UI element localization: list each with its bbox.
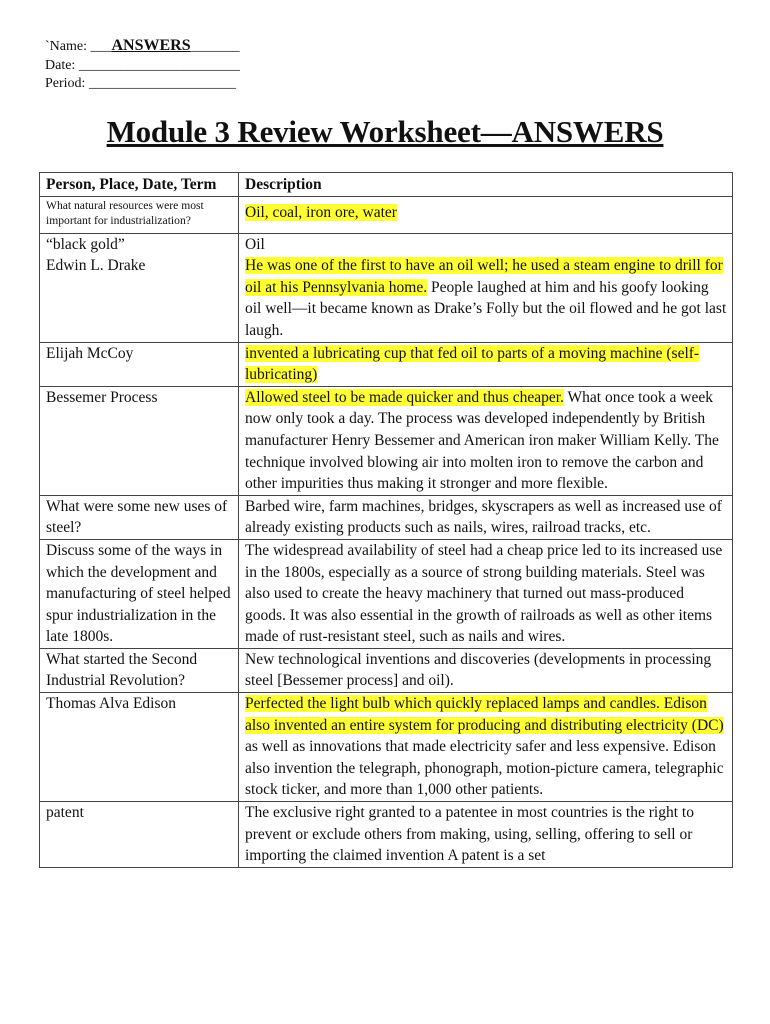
name-trail: _______ xyxy=(190,39,240,54)
column-header-description: Description xyxy=(239,173,733,197)
name-line xyxy=(45,37,240,57)
description-cell xyxy=(239,495,733,539)
highlighted-answer: He was one of the first to have an oil well; he used a steam engine to drill for oil at his Pennsylvania home. xyxy=(245,257,723,296)
table-row xyxy=(40,196,733,233)
term-cell: patent xyxy=(40,802,239,868)
period-line: Period: _____________________ xyxy=(45,76,236,91)
answer-text: What once took a week now only took a day. The process was developed independently by British manufacturer Henry Bessemer and American iron maker William Kelly. The technique involved blowing air into molten iron to remove the carbon and other impurities thus making it stronger and more flexible. xyxy=(245,388,719,493)
description-cell xyxy=(239,802,733,868)
table-row xyxy=(40,495,733,539)
term-cell: Edwin L. Drake xyxy=(40,255,239,342)
answer-text: as well as innovations that made electricity safer and less expensive. Edison also invention the telegraph, phonograph, motion-picture camera, telegraphic stock ticker, and more than 1,000 other patients. xyxy=(245,738,724,799)
review-table xyxy=(39,172,733,868)
student-info-header xyxy=(45,37,240,94)
name-value: ANSWERS xyxy=(111,37,191,54)
answer-text: The exclusive right granted to a patentee in most countries is the right to prevent or exclude others from making, using, selling, offering to sell or importing the claimed invention A patent is a set xyxy=(245,804,694,865)
term-cell: What started the Second Industrial Revolution? xyxy=(40,648,239,692)
description-cell xyxy=(239,342,733,386)
term-cell: Discuss some of the ways in which the development and manufacturing of steel helped spur industrialization in the late 1800s. xyxy=(40,539,239,648)
date-line: Date: _______________________ xyxy=(45,57,240,73)
table-row xyxy=(40,539,733,648)
description-cell xyxy=(239,196,733,233)
description-cell xyxy=(239,693,733,802)
table-row xyxy=(40,386,733,495)
description-cell xyxy=(239,386,733,495)
answer-text: Oil xyxy=(245,235,265,253)
term-cell: Bessemer Process xyxy=(40,386,239,495)
answer-text: People laughed at him and his goofy looking oil well—it became known as Drake’s Folly but the oil flowed and he got last laugh. xyxy=(245,278,727,339)
term-cell: What were some new uses of steel? xyxy=(40,495,239,539)
table-row xyxy=(40,802,733,868)
highlighted-answer: Perfected the light bulb which quickly replaced lamps and candles. Edison also invented an entire system for producing and distributing electricity (DC) xyxy=(245,695,724,734)
term-cell: Thomas Alva Edison xyxy=(40,693,239,802)
table-row xyxy=(40,255,733,342)
highlighted-answer: Allowed steel to be made quicker and thus cheaper. xyxy=(245,388,564,406)
answer-text: Barbed wire, farm machines, bridges, skyscrapers as well as increased use of already existing products such as nails, wires, railroad tracks, etc. xyxy=(245,497,722,537)
highlighted-answer: invented a lubricating cup that fed oil to parts of a moving machine (self-lubricating) xyxy=(245,344,700,384)
table-row xyxy=(40,233,733,255)
column-header-term: Person, Place, Date, Term xyxy=(40,173,239,197)
answer-text: New technological inventions and discoveries (developments in processing steel [Bessemer process] and oil). xyxy=(245,650,712,690)
highlighted-answer: Oil, coal, iron ore, water xyxy=(245,203,397,221)
term-cell: “black gold” xyxy=(40,233,239,255)
description-cell xyxy=(239,233,733,255)
term-cell: Elijah McCoy xyxy=(40,342,239,386)
description-cell xyxy=(239,255,733,342)
table-row xyxy=(40,648,733,692)
table-header-row xyxy=(40,173,733,197)
name-label: `Name: ___ xyxy=(45,39,112,54)
table-row xyxy=(40,342,733,386)
worksheet-title: Module 3 Review Worksheet—ANSWERS xyxy=(106,114,664,149)
description-cell xyxy=(239,539,733,648)
description-cell xyxy=(239,648,733,692)
answer-text: The widespread availability of steel had a cheap price led to its increased use in the 1800s, especially as a source of strong building materials. Steel was also used to create the heavy machinery that turned out mass-produced goods. It was also essential in the growth of railroads as well as other items made of rust-resistant steel, such as nails and wires. xyxy=(245,541,723,646)
table-row xyxy=(40,693,733,802)
term-cell: What natural resources were most important for industrialization? xyxy=(40,196,239,233)
